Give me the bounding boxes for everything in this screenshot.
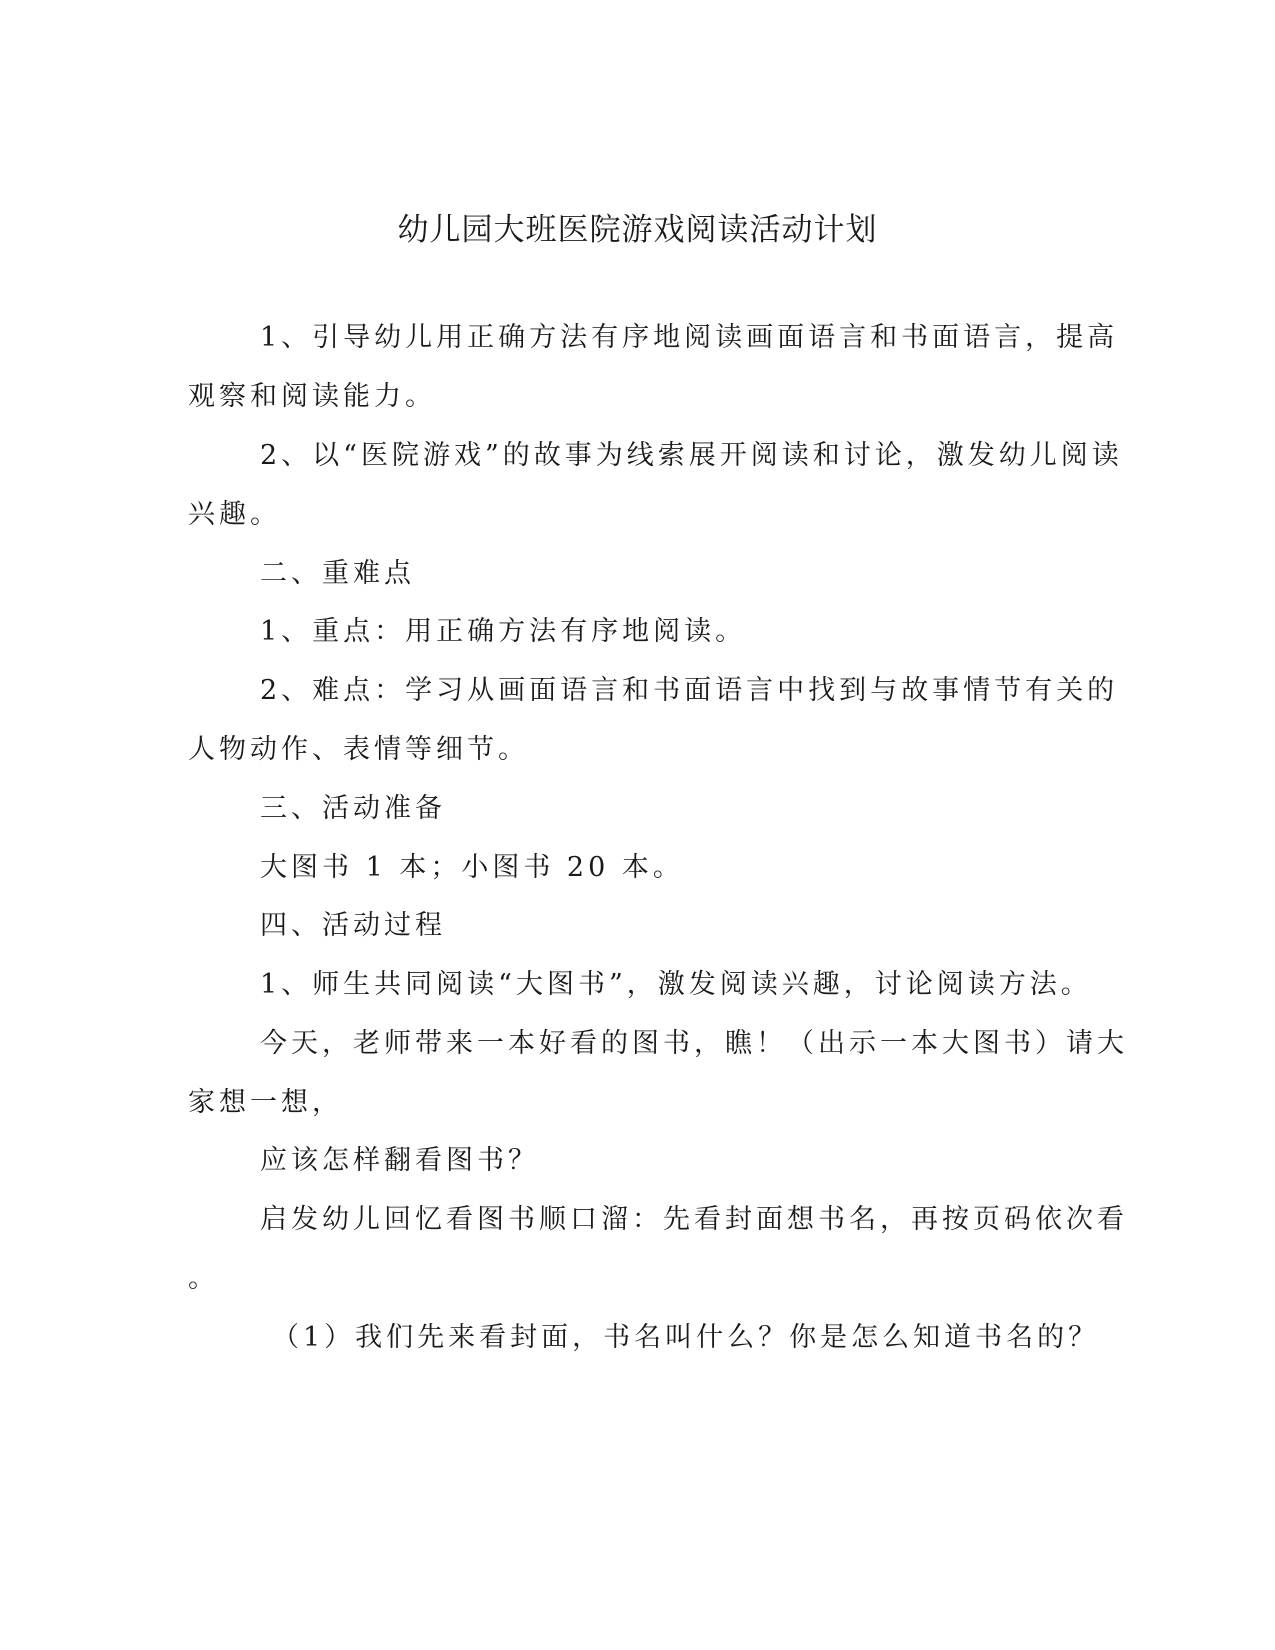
paragraph-line: 人物动作、表情等细节。 — [188, 734, 529, 765]
paragraph-line: 启发幼儿回忆看图书顺口溜：先看封面想书名，再按页码依次看 — [260, 1204, 1128, 1235]
section-heading: 三、活动准备 — [260, 793, 446, 824]
paragraph-line: 。 — [188, 1263, 219, 1294]
paragraph-line: 今天，老师带来一本好看的图书，瞧！（出示一本大图书）请大 — [260, 1028, 1128, 1059]
paragraph-line: 兴趣。 — [188, 499, 281, 530]
paragraph-line: 2、以“医院游戏”的故事为线索展开阅读和讨论，激发幼儿阅读 — [260, 440, 1123, 471]
paragraph-line: 1、重点：用正确方法有序地阅读。 — [260, 616, 747, 647]
document-title: 幼儿园大班医院游戏阅读活动计划 — [397, 212, 878, 248]
section-heading: 二、重难点 — [260, 558, 415, 589]
paragraph-line: 1、师生共同阅读“大图书”，激发阅读兴趣，讨论阅读方法。 — [260, 969, 1092, 1000]
section-heading: 四、活动过程 — [260, 910, 446, 941]
paragraph-line: 应该怎样翻看图书？ — [260, 1145, 539, 1176]
paragraph-line: 2、难点：学习从画面语言和书面语言中找到与故事情节有关的 — [260, 675, 1119, 706]
paragraph-line: 家想一想， — [188, 1087, 343, 1118]
paragraph-line: 1、引导幼儿用正确方法有序地阅读画面语言和书面语言，提高 — [260, 322, 1119, 353]
paragraph-line: （1）我们先来看封面，书名叫什么？你是怎么知道书名的？ — [272, 1322, 1100, 1353]
paragraph-line: 大图书 1 本；小图书 20 本。 — [260, 852, 684, 883]
paragraph-line: 观察和阅读能力。 — [188, 381, 436, 412]
